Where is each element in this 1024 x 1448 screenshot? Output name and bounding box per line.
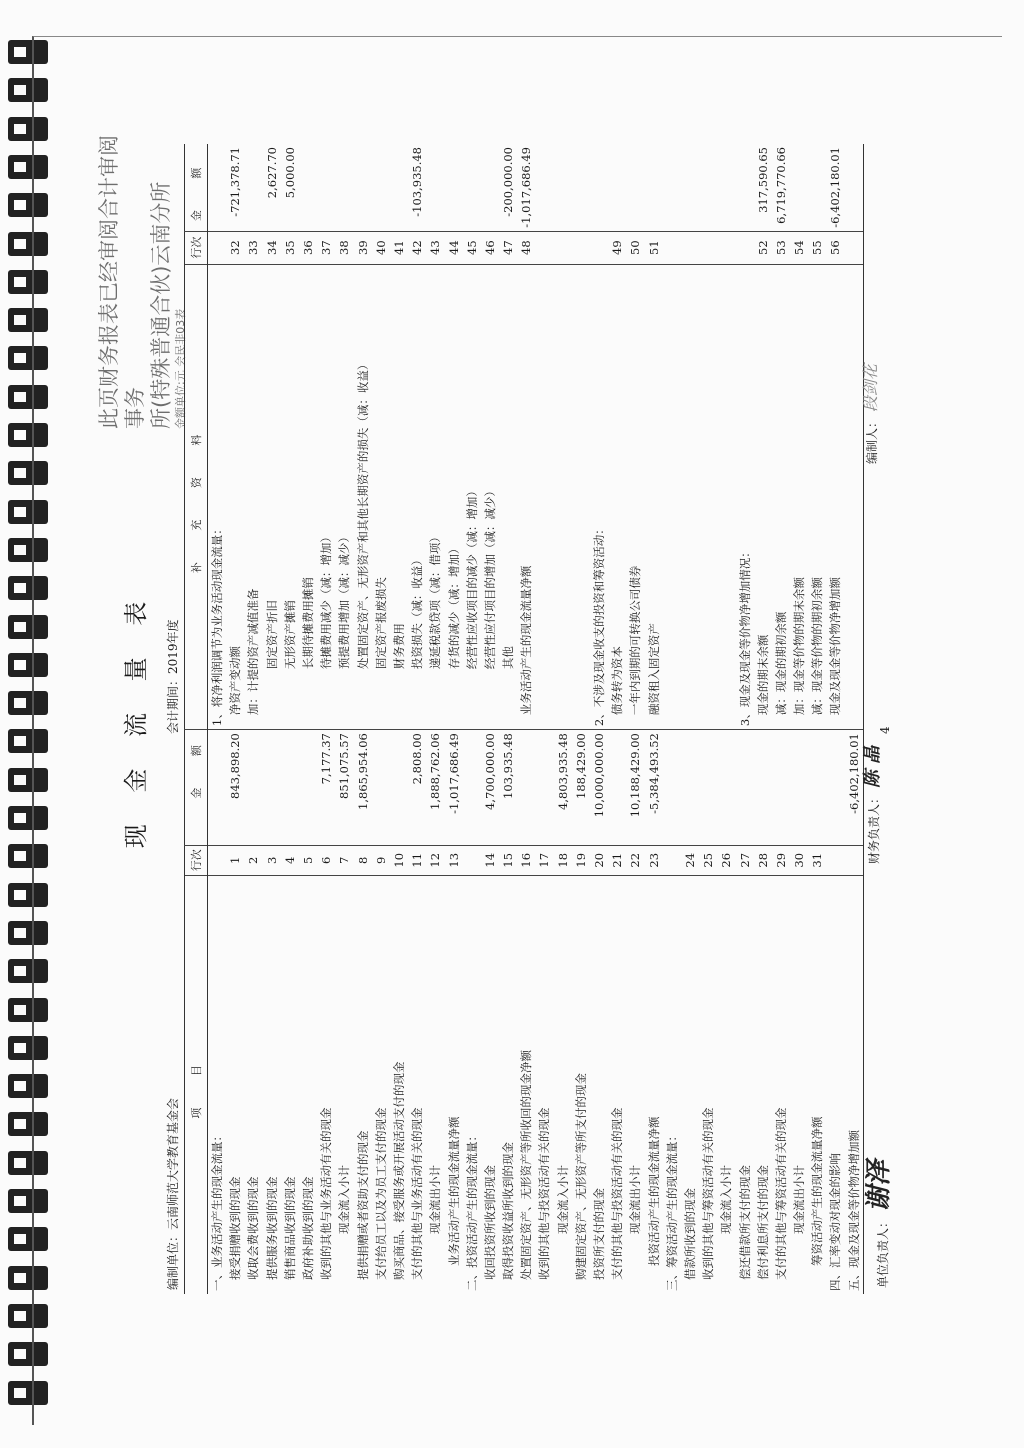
left-line-cell: 18	[554, 845, 572, 875]
table-row	[554, 144, 572, 1294]
table-row	[608, 144, 626, 1294]
left-amount-cell	[372, 730, 390, 846]
left-line-cell: 29	[772, 845, 790, 875]
compiler-unit: 编制单位：云南师范大学教育基金会	[166, 1097, 180, 1290]
table-row	[317, 144, 335, 1294]
supplement-line-cell: 33	[244, 231, 262, 264]
left-amount-cell	[808, 730, 826, 846]
left-line-cell: 20	[590, 845, 608, 875]
table-row	[481, 144, 499, 1294]
left-line-cell: 1	[226, 845, 244, 875]
left-line-cell: 31	[808, 845, 826, 875]
left-amount-cell	[263, 730, 281, 846]
supplement-line-cell	[845, 231, 864, 264]
supplement-item-cell: 现金及现金等价物净增加额	[828, 577, 843, 716]
table-row	[717, 144, 735, 1294]
preparer-label: 编制人：	[865, 415, 879, 464]
left-amount-cell	[535, 730, 553, 846]
supplement-item-cell: 递延税款贷项（减：借项）	[428, 531, 443, 670]
left-amount-cell: 188,429.00	[572, 730, 590, 846]
supplement-line-cell: 40	[372, 231, 390, 264]
left-amount-cell	[790, 730, 808, 846]
supplement-line-cell: 56	[826, 231, 844, 264]
unit-head-label: 单位负责人：	[876, 1215, 890, 1288]
left-line-cell: 24	[681, 845, 699, 875]
stamp-line-2: 所(特殊普通合伙)云南分所	[149, 181, 173, 429]
supplement-amount-cell	[663, 144, 681, 231]
left-amount-cell: -5,384,493.52	[645, 730, 663, 846]
left-item-cell: 支付给员工以及为员工支付的现金	[373, 1107, 388, 1280]
left-amount-cell	[208, 730, 227, 846]
supplement-item-cell: 加：计提的资产减值准备	[246, 588, 261, 716]
left-amount-cell: 4,700,000.00	[481, 730, 499, 846]
left-item-cell: 偿付利息所支付的现金	[755, 1165, 770, 1280]
supplement-line-cell	[208, 231, 227, 264]
supplement-line-cell	[590, 231, 608, 264]
header-supplement: 补 充 资 料	[185, 264, 208, 730]
preparer	[858, 364, 881, 464]
finance-head-signature: 陈 晶	[862, 745, 883, 789]
supplement-amount-cell: -103,935.48	[410, 147, 425, 217]
left-amount-cell	[754, 730, 772, 846]
table-row	[335, 144, 353, 1294]
left-amount-cell: -1,017,686.49	[444, 730, 462, 846]
supplement-line-cell: 42	[408, 231, 426, 264]
supplement-amount-cell	[535, 144, 553, 231]
table-row	[590, 144, 608, 1294]
left-amount-cell	[663, 730, 681, 846]
table-row	[299, 144, 317, 1294]
supplement-item-cell: 融资租入固定资产	[646, 623, 661, 716]
left-item-cell: 现金流入小计	[555, 1165, 570, 1234]
unit-head-signature: 谢泽	[864, 1160, 894, 1213]
left-amount-cell	[717, 730, 735, 846]
left-line-cell: 8	[354, 845, 372, 875]
left-item-cell: 收回投资所收到的现金	[482, 1165, 497, 1280]
supplement-item-cell: 现金的期末余额	[755, 634, 770, 716]
table-row	[390, 144, 408, 1294]
left-item-cell: 五、现金及现金等价物净增加额	[845, 875, 864, 1294]
supplement-item-cell	[663, 264, 681, 730]
supplement-line-cell	[735, 231, 753, 264]
left-line-cell: 9	[372, 845, 390, 875]
supplement-amount-cell	[481, 144, 499, 231]
left-amount-cell	[699, 730, 717, 846]
supplement-item-cell: 经营性应付项目的增加（减：减少）	[482, 485, 497, 670]
left-line-cell: 15	[499, 845, 517, 875]
supplement-amount-cell	[608, 144, 626, 231]
left-item-cell: 收到的其他与投资活动有关的现金	[537, 1107, 552, 1280]
table-row	[372, 144, 390, 1294]
supplement-amount-cell	[244, 144, 262, 231]
supplement-line-cell	[699, 231, 717, 264]
left-amount-cell: 103,935.48	[499, 730, 517, 846]
left-line-cell: 23	[645, 845, 663, 875]
left-item-cell: 支付的其他与业务活动有关的现金	[410, 1107, 425, 1280]
supplement-item-cell: 加：现金等价物的期末余额	[792, 577, 807, 716]
supplement-line-cell: 36	[299, 231, 317, 264]
supplement-line-cell: 49	[608, 231, 626, 264]
left-line-cell	[463, 845, 481, 875]
supplement-amount-cell	[426, 144, 444, 231]
supplement-item-cell: 固定资产报废损失	[373, 577, 388, 670]
left-amount-cell	[735, 730, 753, 846]
supplement-amount-cell	[372, 144, 390, 231]
left-amount-cell: -6,402,180.01	[845, 730, 864, 846]
left-line-cell: 13	[444, 845, 462, 875]
supplement-item-cell	[535, 264, 553, 730]
left-item-cell: 四、汇率变动对现金的影响	[828, 1153, 843, 1291]
supplement-line-cell: 46	[481, 231, 499, 264]
left-line-cell	[208, 845, 227, 875]
stamp-line-1: 此页财务报表已经审阅合计审阅事务	[97, 135, 147, 429]
left-line-cell: 30	[790, 845, 808, 875]
supplement-line-cell	[535, 231, 553, 264]
supplement-item-cell	[699, 264, 717, 730]
supplement-item-cell: 固定资产折旧	[264, 600, 279, 670]
left-amount-cell: 7,177.37	[317, 730, 335, 846]
supplement-item-cell	[572, 264, 590, 730]
table-row	[354, 144, 372, 1294]
supplement-item-cell: 债务转为资本	[610, 646, 625, 716]
table-row	[681, 144, 699, 1294]
table-row	[463, 144, 481, 1294]
header-line-2: 行次	[185, 231, 208, 264]
left-line-cell: 12	[426, 845, 444, 875]
left-item-cell: 收到的其他与业务活动有关的现金	[319, 1107, 334, 1280]
left-item-cell: 购买商品、接受服务或开展活动支付的现金	[391, 1061, 406, 1280]
preparer-signature: 段剑花	[861, 364, 880, 413]
left-item-cell: 借款所收到的现金	[682, 1188, 697, 1280]
supplement-item-cell: 净资产变动额	[228, 646, 243, 716]
supplement-item-cell: 2、不涉及现金收支的投资和筹资活动：	[592, 523, 607, 727]
supplement-amount-cell	[845, 144, 864, 231]
left-line-cell: 21	[608, 845, 626, 875]
supplement-amount-cell	[790, 144, 808, 231]
left-line-cell: 4	[281, 845, 299, 875]
table-row	[208, 144, 227, 1294]
supplement-item-cell	[845, 264, 864, 730]
table-row	[244, 144, 262, 1294]
left-item-cell: 政府补助收到的现金	[301, 1176, 316, 1280]
finance-head-label: 财务负责人：	[867, 791, 881, 864]
left-amount-cell: 10,188,429.00	[626, 730, 644, 846]
left-item-cell: 偿还借款所支付的现金	[737, 1165, 752, 1280]
supplement-amount-cell	[681, 144, 699, 231]
table-row	[845, 144, 864, 1294]
left-line-cell: 19	[572, 845, 590, 875]
supplement-amount-cell	[444, 144, 462, 231]
supplement-line-cell: 41	[390, 231, 408, 264]
supplement-item-cell: 减：现金的期初余额	[773, 611, 788, 716]
cash-flow-statement	[97, 135, 928, 1294]
header-item: 项 目	[185, 875, 208, 1294]
page-number: 4	[878, 726, 892, 734]
supplement-line-cell: 37	[317, 231, 335, 264]
supplement-amount-cell: 2,627.70	[264, 147, 279, 199]
supplement-line-cell: 52	[754, 231, 772, 264]
supplement-line-cell: 50	[626, 231, 644, 264]
supplement-amount-cell: -6,402,180.01	[828, 147, 843, 228]
left-item-cell: 现金流入小计	[337, 1165, 352, 1234]
table-row	[408, 144, 426, 1294]
supplement-amount-cell: -721,378.71	[228, 147, 243, 217]
header-line: 行次	[185, 845, 208, 875]
supplement-amount-cell	[335, 144, 353, 231]
supplement-amount-cell: 6,719,770.66	[773, 147, 788, 224]
supplement-item-cell: 财务费用	[391, 623, 406, 670]
supplement-item-cell: 存货的减少（减：增加）	[446, 542, 461, 670]
left-item-cell: 接受捐赠收到的现金	[228, 1176, 243, 1280]
supplement-line-cell	[663, 231, 681, 264]
left-amount-cell	[390, 730, 408, 846]
table-row	[426, 144, 444, 1294]
supplement-item-cell: 预提费用增加（减：减少）	[337, 531, 352, 670]
left-item-cell: 现金流出小计	[792, 1165, 807, 1234]
supplement-line-cell: 39	[354, 231, 372, 264]
supplement-amount-cell	[354, 144, 372, 231]
left-amount-cell	[244, 730, 262, 846]
left-item-cell: 收到的其他与筹资活动有关的现金	[701, 1107, 716, 1280]
supplement-amount-cell: -200,000.00	[501, 147, 516, 217]
header-amount: 金 额	[185, 730, 208, 846]
table-row	[626, 144, 644, 1294]
supplement-item-cell: 长期待摊费用摊销	[301, 577, 316, 670]
left-amount-cell: 4,803,935.48	[554, 730, 572, 846]
accounting-period: 会计期间：2019年度	[166, 619, 180, 734]
table-row	[226, 144, 244, 1294]
left-line-cell	[663, 845, 681, 875]
supplement-amount-cell	[463, 144, 481, 231]
left-line-cell: 22	[626, 845, 644, 875]
supplement-item-cell: 业务活动产生的现金流量净额	[519, 565, 534, 716]
left-amount-cell	[681, 730, 699, 846]
left-item-cell: 三、筹资活动产生的现金流量：	[664, 1130, 679, 1291]
left-line-cell: 16	[517, 845, 535, 875]
supplement-amount-cell	[317, 144, 335, 231]
supplement-amount-cell	[626, 144, 644, 231]
left-item-cell: 二、投资活动产生的现金流量：	[464, 1130, 479, 1291]
left-amount-cell: 1,865,954.06	[354, 730, 372, 846]
left-item-cell: 支付的其他与投资活动有关的现金	[610, 1107, 625, 1280]
left-amount-cell: 1,888,762.06	[426, 730, 444, 846]
table-row	[499, 144, 517, 1294]
left-line-cell: 3	[263, 845, 281, 875]
supplement-amount-cell: 5,000.00	[282, 147, 297, 199]
table-row	[263, 144, 281, 1294]
supplement-amount-cell	[299, 144, 317, 231]
left-line-cell: 6	[317, 845, 335, 875]
supplement-amount-cell	[590, 144, 608, 231]
supplement-line-cell: 51	[645, 231, 663, 264]
left-amount-cell	[826, 730, 844, 846]
left-amount-cell	[299, 730, 317, 846]
supplement-item-cell: 经营性应收项目的减少（减：增加）	[464, 485, 479, 670]
supplement-item-cell: 1、将净利润调节为业务活动现金流量：	[210, 523, 225, 727]
left-amount-cell: 843,898.20	[226, 730, 244, 846]
left-item-cell: 现金流出小计	[428, 1165, 443, 1234]
left-item-cell: 提供捐赠或者资助支付的现金	[355, 1130, 370, 1280]
left-amount-cell	[772, 730, 790, 846]
table-row	[699, 144, 717, 1294]
table-row	[772, 144, 790, 1294]
left-line-cell	[826, 845, 844, 875]
supplement-item-cell	[681, 264, 699, 730]
header-amount-2: 金 额	[185, 144, 208, 231]
supplement-item-cell: 待摊费用减少（减：增加）	[319, 531, 334, 670]
left-item-cell: 提供服务收到的现金	[264, 1176, 279, 1280]
table-row	[535, 144, 553, 1294]
audit-stamp	[96, 129, 188, 429]
left-item-cell: 业务活动产生的现金流量净额	[446, 1116, 461, 1266]
left-amount-cell	[608, 730, 626, 846]
table-row	[444, 144, 462, 1294]
left-line-cell: 26	[717, 845, 735, 875]
supplement-line-cell	[554, 231, 572, 264]
supplement-item-cell: 其他	[501, 646, 516, 670]
supplement-line-cell: 54	[790, 231, 808, 264]
supplement-line-cell: 47	[499, 231, 517, 264]
left-item-cell: 投资活动产生的现金流量净额	[646, 1116, 661, 1266]
left-amount-cell	[281, 730, 299, 846]
left-line-cell: 7	[335, 845, 353, 875]
left-item-cell: 取得投资收益所收到的现金	[501, 1142, 516, 1280]
left-amount-cell	[463, 730, 481, 846]
supplement-line-cell: 32	[226, 231, 244, 264]
left-item-cell: 筹资活动产生的现金流量净额	[810, 1116, 825, 1266]
left-line-cell: 5	[299, 845, 317, 875]
left-item-cell: 销售商品收到的现金	[282, 1176, 297, 1280]
supplement-amount-cell	[699, 144, 717, 231]
supplement-line-cell: 55	[808, 231, 826, 264]
supplement-line-cell	[572, 231, 590, 264]
supplement-amount-cell	[645, 144, 663, 231]
left-item-cell: 一、业务活动产生的现金流量：	[210, 1130, 225, 1291]
supplement-line-cell: 38	[335, 231, 353, 264]
left-amount-cell: 2,808.00	[408, 730, 426, 846]
left-line-cell: 27	[735, 845, 753, 875]
left-amount-cell: 851,075.57	[335, 730, 353, 846]
supplement-amount-cell	[572, 144, 590, 231]
finance-head	[858, 746, 884, 864]
left-item-cell: 支付的其他与筹资活动有关的现金	[773, 1107, 788, 1280]
table-row	[645, 144, 663, 1294]
supplement-item-cell	[554, 264, 572, 730]
left-item-cell: 投资所支付的现金	[592, 1188, 607, 1280]
supplement-amount-cell	[208, 144, 227, 231]
left-line-cell: 11	[408, 845, 426, 875]
stamp-sub: 金额单位:元 会民非03表	[174, 308, 187, 429]
table-row	[808, 144, 826, 1294]
left-item-cell: 处置固定资产、无形资产等所收回的现金净额	[519, 1050, 534, 1280]
supplement-line-cell	[717, 231, 735, 264]
page-title: 现 金 流 量 表	[122, 589, 150, 849]
left-item-cell: 现金流出小计	[628, 1165, 643, 1234]
cash-flow-table	[184, 144, 864, 1294]
supplement-line-cell: 35	[281, 231, 299, 264]
supplement-line-cell: 44	[444, 231, 462, 264]
supplement-amount-cell	[717, 144, 735, 231]
left-line-cell: 14	[481, 845, 499, 875]
table-row	[572, 144, 590, 1294]
supplement-line-cell: 43	[426, 231, 444, 264]
supplement-amount-cell	[390, 144, 408, 231]
unit-head	[858, 1160, 895, 1288]
supplement-item-cell: 3、现金及现金等价物净增加情况：	[737, 546, 752, 727]
supplement-item-cell: 处置固定资产、无形资产和其他长期资产的损失（减：收益）	[355, 358, 370, 670]
supplement-line-cell: 53	[772, 231, 790, 264]
table-row	[790, 144, 808, 1294]
table-row	[826, 144, 844, 1294]
supplement-item-cell: 一年内到期的可转换公司债券	[628, 565, 643, 716]
left-amount-cell	[517, 730, 535, 846]
supplement-item-cell	[717, 264, 735, 730]
left-item-cell: 现金流入小计	[719, 1165, 734, 1234]
supplement-amount-cell	[808, 144, 826, 231]
left-amount-cell: 10,000,000.00	[590, 730, 608, 846]
table-row	[281, 144, 299, 1294]
left-line-cell: 25	[699, 845, 717, 875]
left-line-cell: 17	[535, 845, 553, 875]
table-row	[735, 144, 753, 1294]
table-row	[663, 144, 681, 1294]
supplement-item-cell: 投资损失（减：收益）	[410, 554, 425, 670]
left-line-cell: 10	[390, 845, 408, 875]
supplement-item-cell: 无形资产摊销	[282, 600, 297, 670]
left-line-cell: 2	[244, 845, 262, 875]
supplement-line-cell: 34	[263, 231, 281, 264]
supplement-amount-cell	[554, 144, 572, 231]
supplement-item-cell: 减：现金等价物的期初余额	[810, 577, 825, 716]
table-row	[754, 144, 772, 1294]
supplement-line-cell: 48	[517, 231, 535, 264]
supplement-amount-cell: 317,590.65	[755, 147, 770, 213]
left-line-cell: 28	[754, 845, 772, 875]
left-item-cell: 购建固定资产、无形资产等所支付的现金	[573, 1073, 588, 1280]
left-item-cell: 收取会费收到的现金	[246, 1176, 261, 1280]
supplement-amount-cell: -1,017,686.49	[519, 147, 534, 228]
supplement-amount-cell	[735, 144, 753, 231]
supplement-line-cell: 45	[463, 231, 481, 264]
table-row	[517, 144, 535, 1294]
supplement-line-cell	[681, 231, 699, 264]
